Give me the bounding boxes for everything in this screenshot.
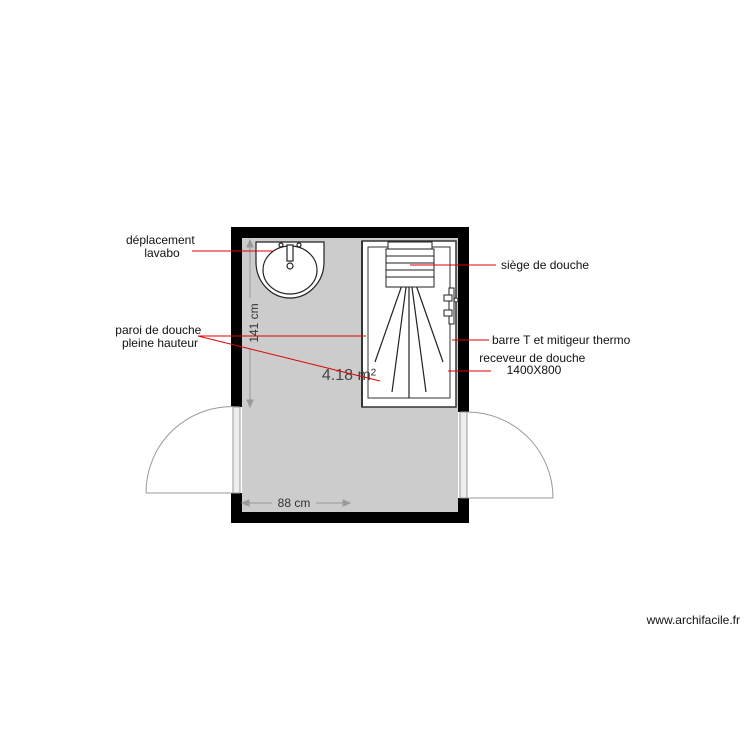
shower-seat-label: siège de douche [501, 258, 590, 272]
t-bar-mixer-label: barre T et mitigeur thermo [492, 333, 631, 347]
sink-relocation-label: déplacement lavabo [125, 233, 195, 260]
width-dimension-text: 88 cm [277, 496, 311, 510]
area-label: 4.18 m² [321, 367, 377, 384]
watermark: www.archifacile.fr [646, 613, 740, 627]
shower-tray-label: receveur de douche 1400X800 [479, 351, 586, 377]
left-door [146, 407, 240, 493]
right-door [460, 412, 553, 498]
height-dimension-text: 141 cm [247, 303, 262, 343]
shower-partition-label: paroi de douche pleine hauteur [115, 323, 202, 350]
